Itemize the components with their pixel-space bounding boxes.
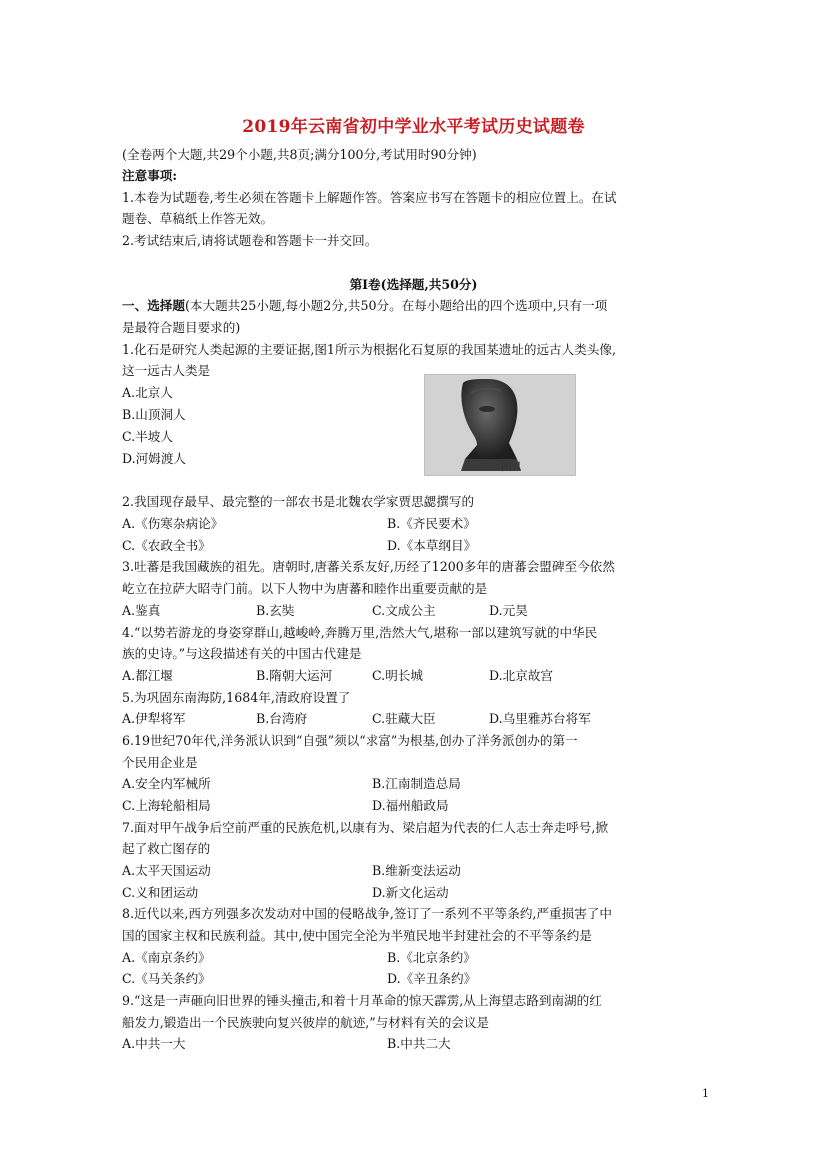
notice-heading: 注意事项:	[122, 168, 178, 183]
q7-option-c: C.义和团运动	[122, 885, 199, 900]
q9-option-b: B.中共二大	[387, 1036, 451, 1051]
q4-stem-a: 4.“以势若游龙的身姿穿群山,越峻岭,奔腾万里,浩然大气,堪称一部以建筑写就的中华民	[122, 625, 598, 640]
q4-stem-b: 族的史诗。”与这段描述有关的中国古代建是	[122, 646, 362, 661]
q4-option-c: C.明长城	[372, 668, 423, 683]
q5-option-a: A.伊犁将军	[122, 711, 186, 726]
section-intro	[122, 297, 607, 315]
q3-option-d: D.元昊	[489, 603, 528, 618]
q3-option-a: A.鉴真	[122, 603, 161, 618]
q6-stem-b: 个民用企业是	[122, 755, 198, 770]
q6-option-c: C.上海轮船相局	[122, 798, 211, 813]
q8-stem-a: 8.近代以来,西方列强多次发动对中国的侵略战争,签订了一系列不平等条约,严重损害了中	[122, 906, 612, 921]
section-desc-a: (本大题共25小题,每小题2分,共50分。在每小题给出的四个选项中,只有一项	[184, 298, 608, 313]
q5-stem: 5.为巩固东南海防,1684年,清政府设置了	[122, 690, 351, 705]
q4-option-d: D.北京故宫	[489, 668, 554, 683]
notice-line-1a: 1.本卷为试题卷,考生必须在答题卡上解题作答。答案应书写在答题卡的相应位置上。在试	[122, 190, 617, 205]
q2-stem: 2.我国现存最早、最完整的一部农书是北魏农学家贾思勰撰写的	[122, 494, 475, 509]
q8-option-c: C.《马关条约》	[122, 971, 211, 986]
q6-option-d: D.福州船政局	[372, 798, 449, 813]
q7-stem-a: 7.面对甲午战争后空前严重的民族危机,以康有为、梁启超为代表的仁人志士奔走呼号,掀	[122, 820, 608, 835]
q5-option-b: B.台湾府	[256, 711, 308, 726]
q4-option-a: A.都江堰	[122, 668, 173, 683]
q9-stem-b: 船发力,锻造出一个民族驶向复兴彼岸的航迹,”与材料有关的会议是	[122, 1015, 490, 1030]
part-title: 第Ⅰ卷(选择题,共50分)	[349, 277, 478, 292]
q7-option-d: D.新文化运动	[372, 885, 449, 900]
q1-option-a: A.北京人	[122, 385, 173, 400]
exam-title: 2019年云南省初中学业水平考试历史试题卷	[242, 117, 585, 137]
q2-option-b: B.《齐民要术》	[387, 516, 476, 531]
q2-option-c: C.《农政全书》	[122, 538, 211, 553]
exam-intro: (全卷两个大题,共29个小题,共8页;满分100分,考试用时90分钟)	[122, 147, 477, 162]
q7-stem-b: 起了救亡图存的	[122, 841, 211, 856]
q1-option-b: B.山顶洞人	[122, 407, 186, 422]
q6-option-b: B.江南制造总局	[372, 776, 461, 791]
q5-option-d: D.乌里雅苏台将军	[489, 711, 591, 726]
q2-option-a: A.《伤寒杂病论》	[122, 516, 224, 531]
q9-option-a: A.中共一大	[122, 1036, 186, 1051]
q8-option-a: A.《南京条约》	[122, 950, 211, 965]
section-desc-b: 是最符合题目要求的)	[122, 320, 241, 335]
q8-option-b: B.《北京条约》	[387, 950, 476, 965]
section-heading: 一、选择题	[122, 298, 185, 313]
q6-option-a: A.安全内军械所	[122, 776, 211, 791]
q3-stem-a: 3.吐蕃是我国藏族的祖先。唐朝时,唐蕃关系友好,历经了1200多年的唐蕃会盟碑至今依然	[122, 559, 615, 574]
notice-line-1b: 题卷、草稿纸上作答无效。	[122, 211, 274, 226]
q3-stem-b: 屹立在拉萨大昭寺门前。以下人物中为唐蕃和睦作出重要贡献的是	[122, 581, 488, 596]
q1-option-c: C.半坡人	[122, 429, 173, 444]
q7-option-a: A.太平天国运动	[122, 863, 211, 878]
q6-stem-a: 6.19世纪70年代,洋务派认识到“自强”须以“求富”为根基,创办了洋务派创办的第一	[122, 733, 578, 748]
q7-option-b: B.维新变法运动	[372, 863, 461, 878]
notice-line-2: 2.考试结束后,请将试题卷和答题卡一并交回。	[122, 233, 378, 248]
q3-option-b: B.玄奘	[256, 603, 295, 618]
bust-illustration	[425, 375, 575, 475]
q1-stem-b: 这一远古人类是	[122, 363, 211, 378]
q5-option-c: C.驻藏大臣	[372, 711, 436, 726]
q2-option-d: D.《本草纲目》	[387, 538, 477, 553]
q3-option-c: C.文成公主	[372, 603, 436, 618]
page-number: 1	[702, 1087, 709, 1100]
q4-option-b: B.隋朝大运河	[256, 668, 333, 683]
figure-1-caption: 图 1	[501, 460, 523, 473]
q1-option-d: D.河姆渡人	[122, 451, 187, 466]
q9-stem-a: 9.“这是一声砸向旧世界的锤头撞击,和着十月革命的惊天霹雳,从上海望志路到南湖的红	[122, 993, 602, 1008]
q8-stem-b: 国的国家主权和民族利益。其中,使中国完全沦为半殖民地半封建社会的不平等条约是	[122, 928, 592, 943]
figure-1-human-bust-image	[424, 374, 576, 476]
q1-stem-a: 1.化石是研究人类起源的主要证据,图1所示为根据化石复原的我国某遗址的远古人类头像,	[122, 342, 617, 357]
q8-option-d: D.《辛丑条约》	[387, 971, 477, 986]
